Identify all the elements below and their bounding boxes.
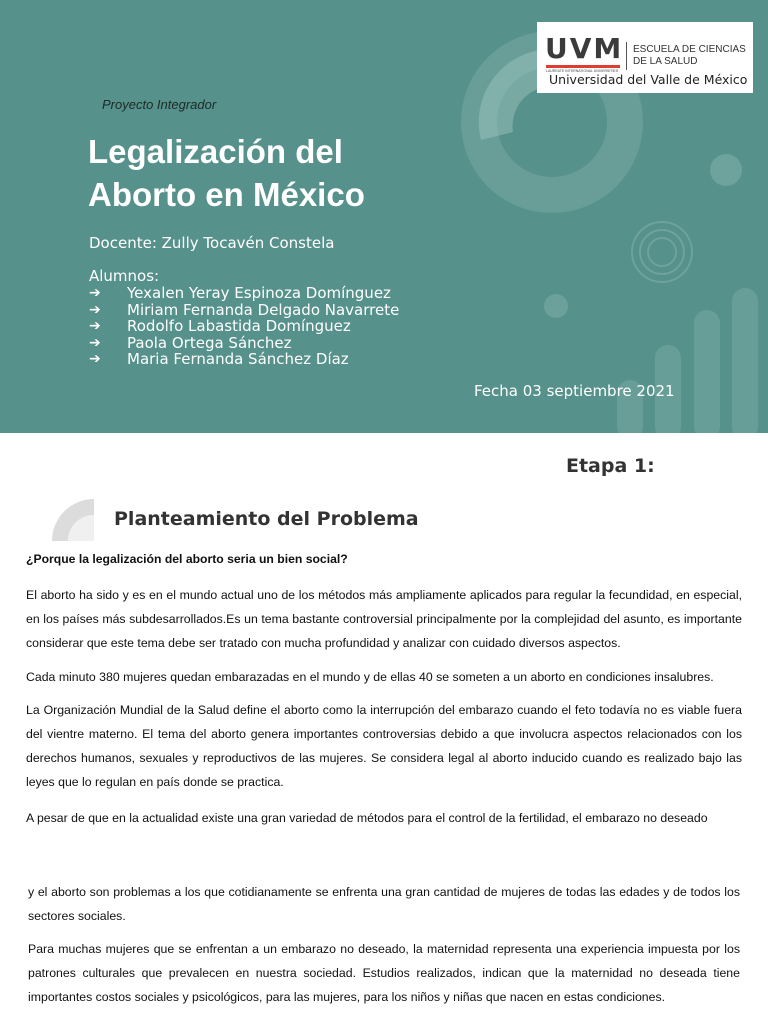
logo-color-strip	[546, 65, 620, 68]
logo-tagline: LAUREATE INTERNATIONAL UNIVERSITIES	[546, 69, 619, 73]
stage-heading: Etapa 1:	[566, 455, 655, 477]
cover-header	[0, 0, 768, 433]
paragraph-5: y el aborto son problemas a los que cotidianamente se enfrenta una gran cantidad de mujeres de todas las edades y de todos los sectores sociales.	[28, 885, 740, 923]
student-name: Maria Fernanda Sánchez Díaz	[127, 350, 349, 368]
list-item	[89, 318, 399, 335]
paragraph-4: A pesar de que en la actualidad existe una gran variedad de métodos para el control de la fertilidad, el embarazo no deseado	[26, 811, 708, 825]
arrow-right-icon: ➔	[89, 285, 101, 301]
student-name: Rodolfo Labastida Domínguez	[127, 317, 351, 335]
logo-school-name: ESCUELA DE CIENCIAS DE LA SALUD	[633, 44, 746, 67]
section-title: Planteamiento del Problema	[114, 508, 419, 530]
arrow-right-icon: ➔	[89, 318, 101, 334]
date-line: Fecha 03 septiembre 2021	[474, 382, 675, 400]
uvm-logo	[537, 22, 753, 93]
research-question: ¿Porque la legalización del aborto seria un bien social?	[26, 552, 348, 566]
paragraph-1: El aborto ha sido y es en el mundo actual uno de los métodos más ampliamente aplicados para regular la fecundidad, en especial, en los países más subdesarrollados.Es un tema bastante controversial principalmente por la complejidad del asunto, es importante considerar que este tema debe ser tratado con mucha profundidad y analizar con cuidado diversos aspectos.	[26, 588, 742, 650]
project-label: Proyecto Integrador	[102, 97, 217, 112]
arrow-right-icon: ➔	[89, 351, 101, 367]
list-item	[89, 302, 399, 319]
logo-divider	[626, 42, 627, 70]
alumnos-list	[89, 285, 399, 368]
student-name: Yexalen Yeray Espinoza Domínguez	[127, 284, 391, 302]
list-item	[89, 335, 399, 352]
arrow-right-icon: ➔	[89, 301, 101, 318]
logo-brand: UVM	[545, 32, 624, 65]
paragraph-2: Cada minuto 380 mujeres quedan embarazadas en el mundo y de ellas 40 se someten a un aborto en condiciones insalubres.	[26, 670, 714, 684]
list-item	[89, 285, 399, 302]
document-title: Legalización del Aborto en México	[88, 133, 365, 213]
student-name: Paola Ortega Sánchez	[127, 333, 292, 352]
student-name: Miriam Fernanda Delgado Navarrete	[127, 300, 400, 319]
paragraph-6: Para muchas mujeres que se enfrentan a un embarazo no deseado, la maternidad representa una experiencia impuesta por los patrones culturales que prevalecen en nuestra sociedad. Estudios realizados, indican que la maternidad no deseada tiene importantes costos sociales y psicológicos, para las mujeres, para los niños y niñas que nacen en estas condiciones.	[28, 942, 740, 1004]
alumnos-label: Alumnos:	[89, 267, 160, 285]
paragraph-3: La Organización Mundial de la Salud define el aborto como la interrupción del embarazo cuando el feto todavía no es viable fuera del vientre materno. El tema del aborto genera importantes controversias debido a que involucra aspectos relacionados con los derechos humanos, sexuales y reproductivos de las mujeres. Se considera legal al aborto inducido cuando es realizado bajo las leyes que lo regulan en país donde se practica.	[26, 703, 742, 789]
logo-university-name: Universidad del Valle de México	[549, 72, 748, 87]
docente-line: Docente: Zully Tocavén Constela	[89, 234, 335, 252]
section-decoration-icon	[52, 499, 96, 543]
list-item	[89, 351, 399, 368]
arrow-right-icon: ➔	[89, 334, 101, 351]
